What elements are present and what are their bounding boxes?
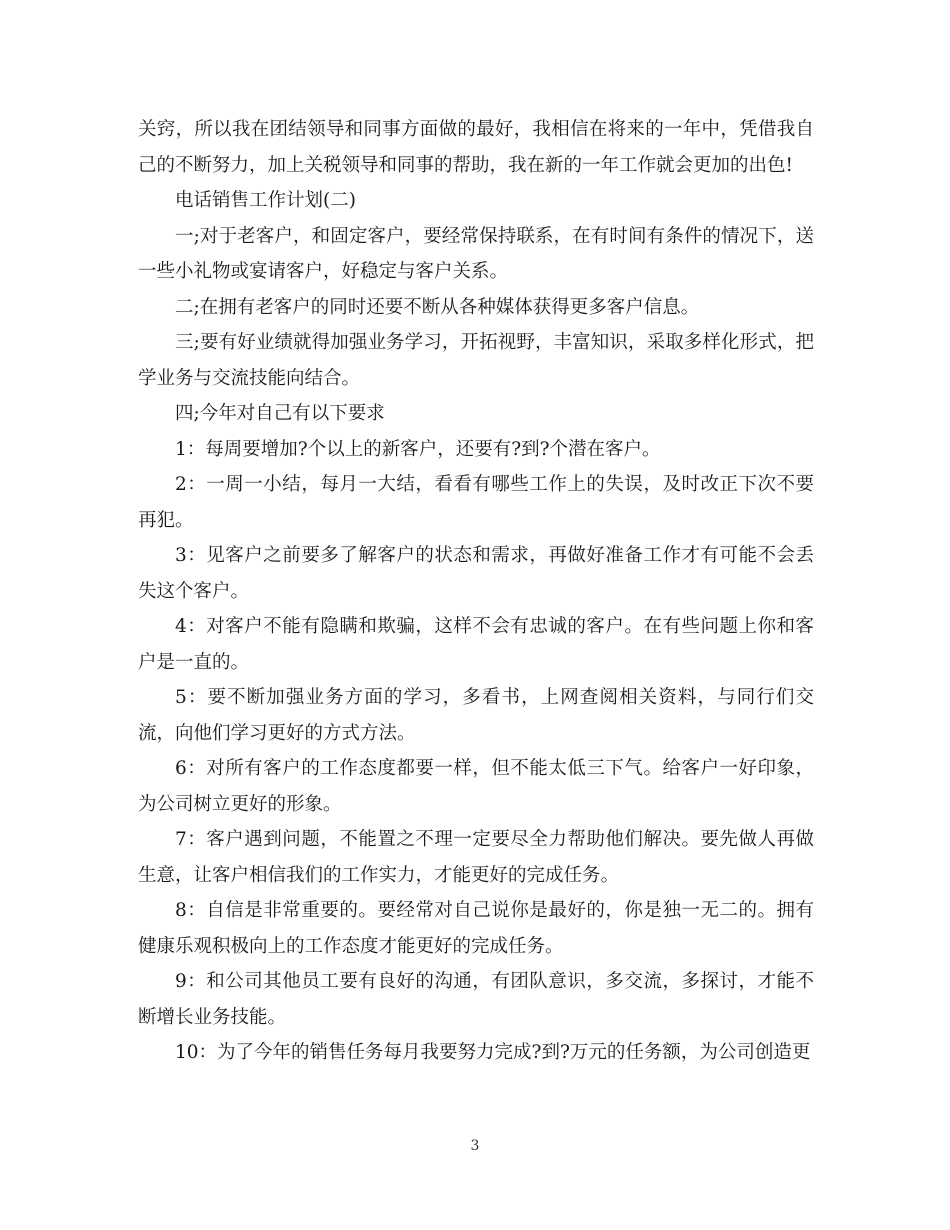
requirement-2: 2：一周一小结，每月一大结，看看有哪些工作上的失误，及时改正下次不要再犯。	[138, 474, 814, 531]
requirement-5: 5：要不断加强业务方面的学习，多看书，上网查阅相关资料，与同行们交流，向他们学习更好的方式方法。	[138, 687, 814, 744]
requirement-7: 7：客户遇到问题，不能置之不理一定要尽全力帮助他们解决。要先做人再做生意，让客户相信我们的工作实力，才能更好的完成任务。	[138, 829, 814, 886]
paragraph-item-4: 四;今年对自己有以下要求	[175, 403, 385, 424]
requirement-9: 9：和公司其他员工要有良好的沟通，有团队意识，多交流，多探讨，才能不断增长业务技能。	[138, 971, 814, 1028]
requirement-6: 6：对所有客户的工作态度都要一样，但不能太低三下气。给客户一好印象，为公司树立更好的形象。	[138, 758, 814, 815]
requirement-8: 8：自信是非常重要的。要经常对自己说你是最好的，你是独一无二的。拥有健康乐观积极向上的工作态度才能更好的完成任务。	[138, 900, 814, 957]
paragraph-continuation: 关窍，所以我在团结领导和同事方面做的最好，我相信在将来的一年中，凭借我自己的不断努力，加上关税领导和同事的帮助，我在新的一年工作就会更加的出色!	[138, 119, 814, 176]
paragraph-item-3: 三;要有好业绩就得加强业务学习，开拓视野，丰富知识，采取多样化形式，把学业务与交流技能向结合。	[138, 332, 814, 389]
section-heading: 电话销售工作计划(二)	[175, 190, 356, 211]
requirement-3: 3：见客户之前要多了解客户的状态和需求，再做好准备工作才有可能不会丢失这个客户。	[138, 545, 814, 602]
requirement-4: 4：对客户不能有隐瞒和欺骗，这样不会有忠诚的客户。在有些问题上你和客户是一直的。	[138, 616, 814, 673]
paragraph-item-1: 一;对于老客户，和固定客户，要经常保持联系，在有时间有条件的情况下，送一些小礼物或宴请客户，好稳定与客户关系。	[138, 225, 814, 282]
document-body	[138, 112, 814, 1071]
requirement-1: 1：每周要增加?个以上的新客户，还要有?到?个潜在客户。	[175, 438, 661, 460]
paragraph-item-2: 二;在拥有老客户的同时还要不断从各种媒体获得更多客户信息。	[175, 296, 700, 318]
requirement-10: 10：为了今年的销售任务每月我要努力完成?到?万元的任务额，为公司创造更	[175, 1042, 811, 1063]
page-number: 3	[470, 1138, 480, 1154]
